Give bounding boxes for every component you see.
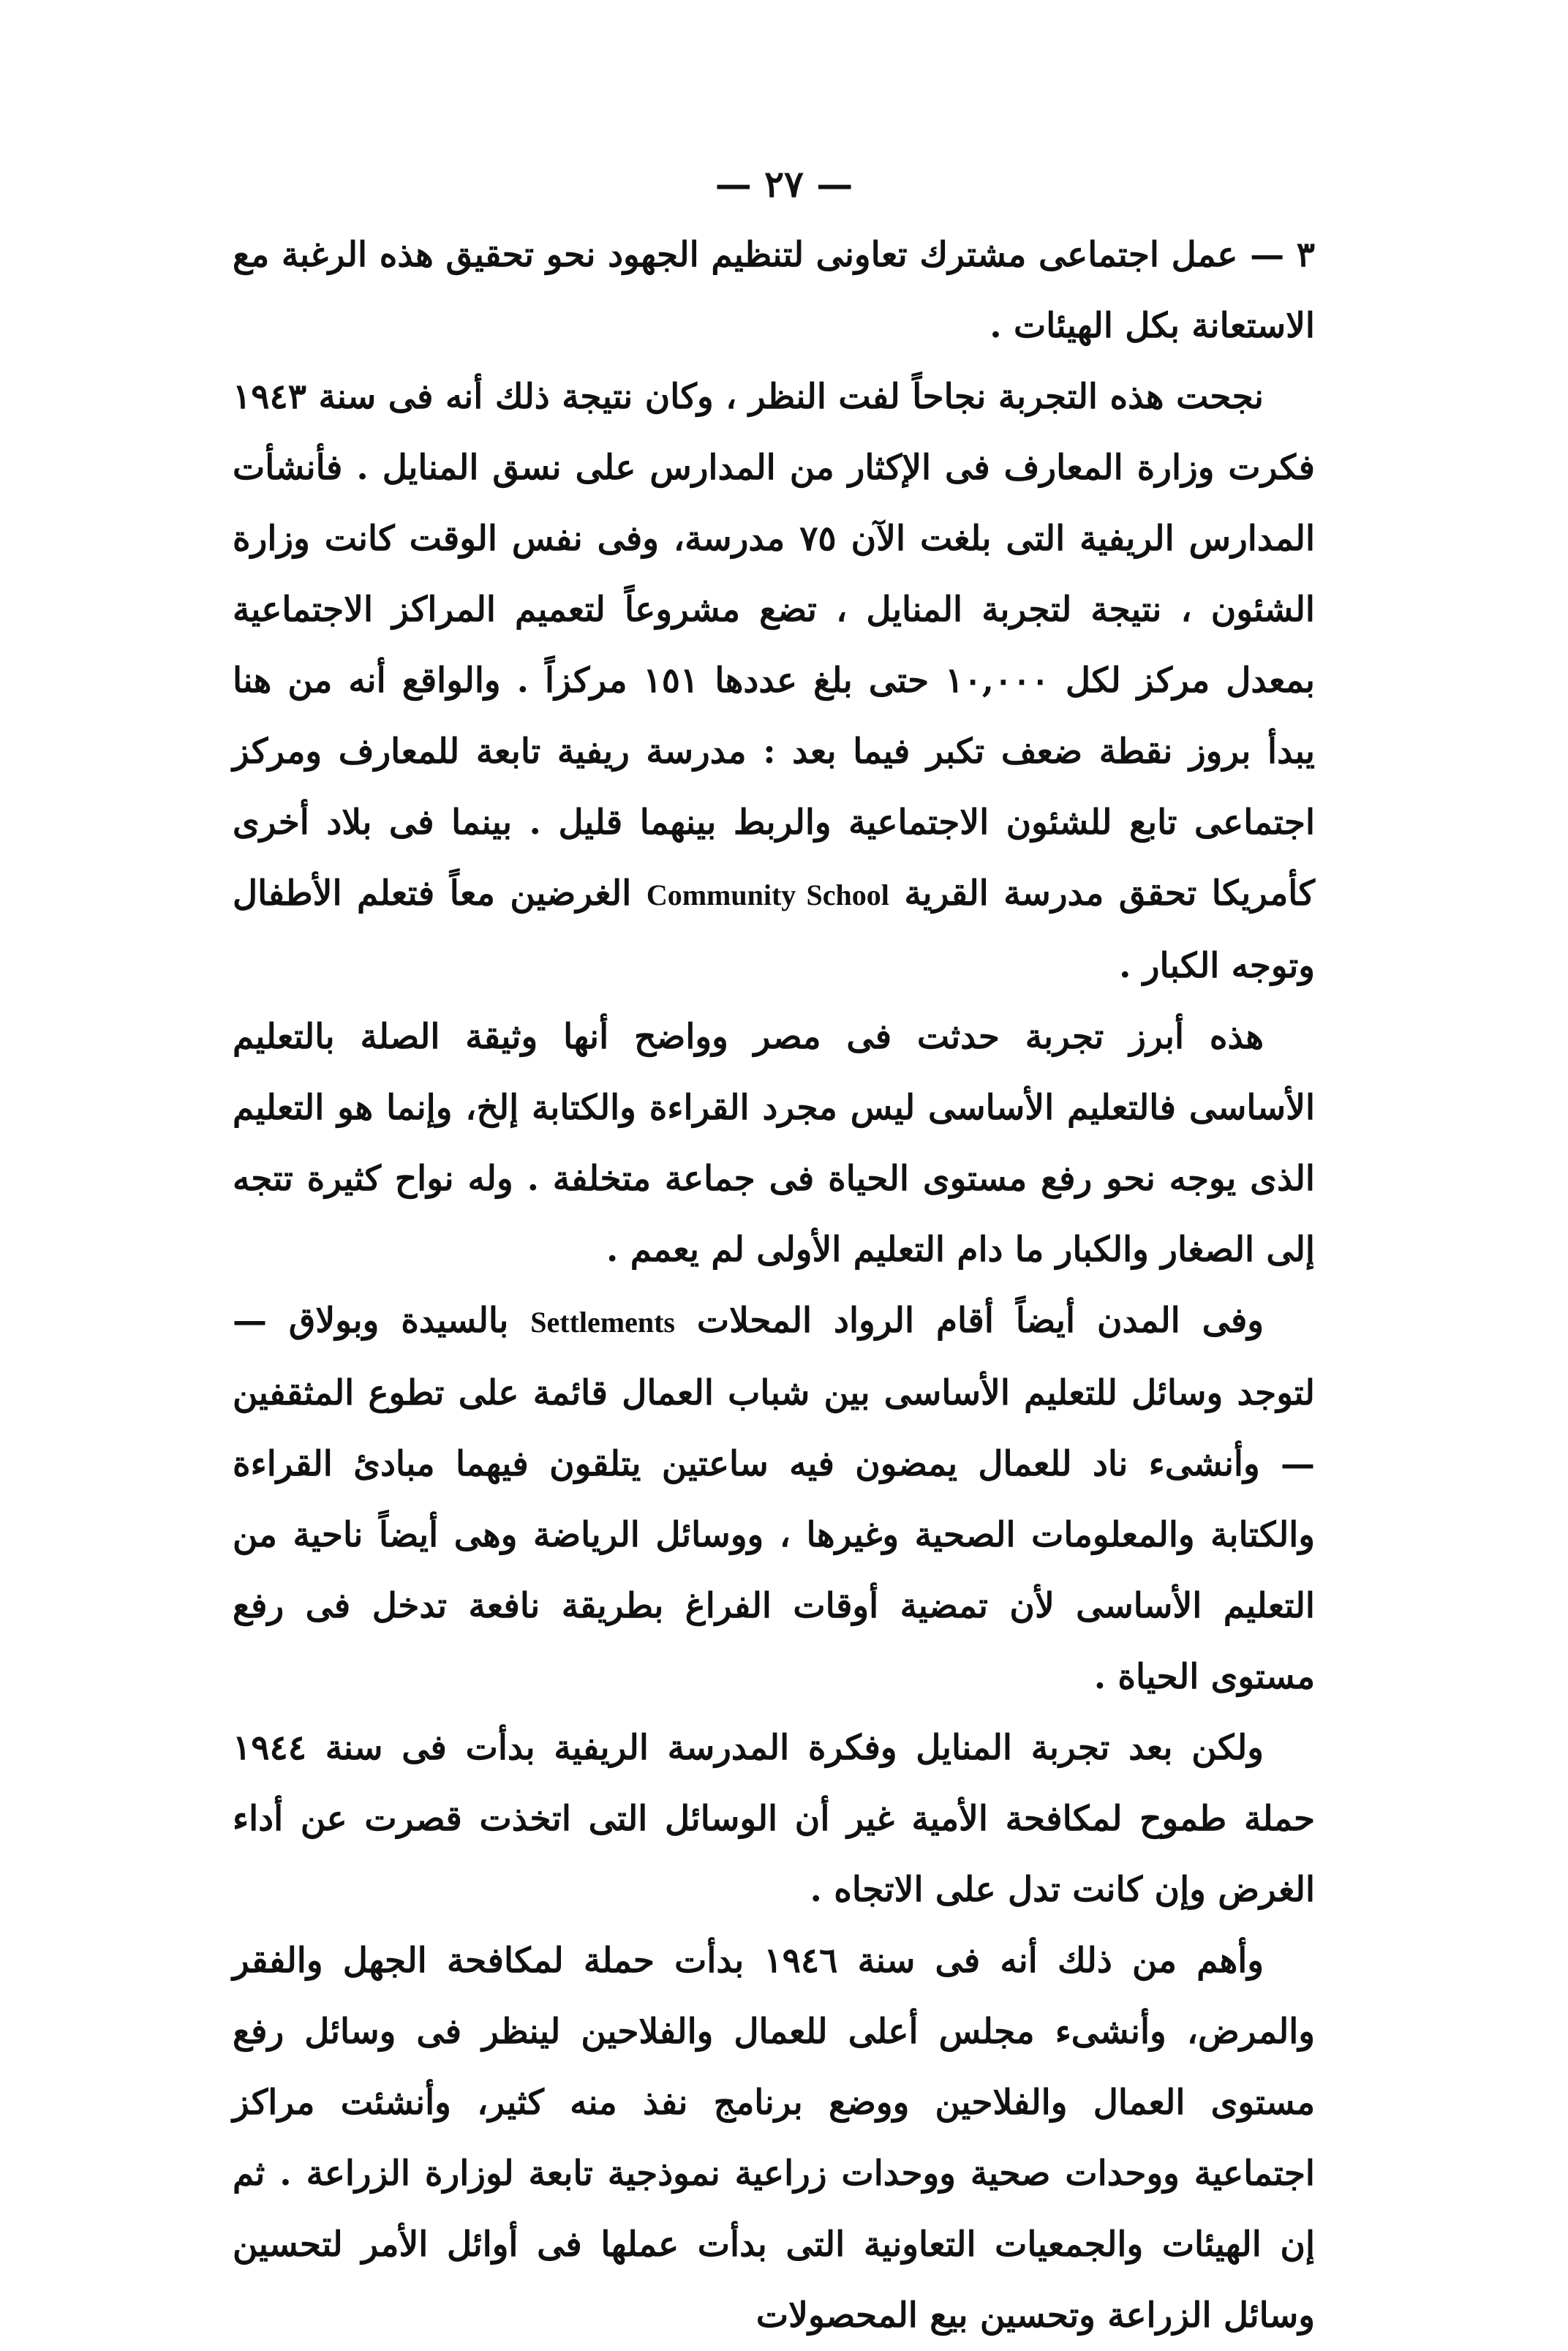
paragraph-text-continued: بالسيدة وبولاق — لتوجد وسائل للتعليم الأساسى بين شباب العمال قائمة على تطوع المثقفين — وأنشىء ناد للعمال يمضون فيه ساعتين يتلقون فيهما مبادئ القراءة والكتابة والمعلومات الصحية وغيرها ، ووسائل الرياضة وهى أيضاً ناحية من التعليم الأساسى لأن تمضية أوقات الفراغ بطريقة نافعة تدخل فى رفع مستوى الحياة . [233,1301,1315,1697]
body-text [233,219,1315,2351]
paragraph-1943-experiment [233,361,1315,1001]
paragraph-text: وفى المدن أيضاً أقام الرواد المحلات [696,1301,1264,1341]
paragraph-text: نجحت هذه التجربة نجاحاً لفت النظر ، وكان نتيجة ذلك أنه فى سنة ١٩٤٣ فكرت وزارة المعارف فى الإكثار من المدارس على نسق المنايل . فأنشأت المدارس الريفية التى بلغت الآن ٧٥ مدرسة، وفى نفس الوقت كانت وزارة الشئون ، نتيجة لتجربة المنايل ، تضع مشروعاً لتعميم المراكز الاجتماعية بمعدل مركز لكل ١٠,٠٠٠ حتى بلغ عددها ١٥١ مركزاً . والواقع أنه من هنا يبدأ بروز نقطة ضعف تكبر فيما بعد : مدرسة ريفية تابعة للمعارف ومركز اجتماعى تابع للشئون الاجتماعية والربط بينهما قليل . بينما فى بلاد أخرى كأمريكا تحقق مدرسة القرية [233,377,1315,914]
list-item-3 [233,219,1315,361]
paragraph-1946-campaign [233,1925,1315,2351]
paragraph-text: ولكن بعد تجربة المنايل وفكرة المدرسة الريفية بدأت فى سنة ١٩٤٤ حملة طموح لمكافحة الأمية غير أن الوسائل التى اتخذت قصرت عن أداء الغرض وإن كانت تدل على الاتجاه . [233,1728,1315,1910]
paragraph-text: هذه أبرز تجربة حدثت فى مصر وواضح أنها وثيقة الصلة بالتعليم الأساسى فالتعليم الأساسى ليس مجرد القراءة والكتابة إلخ، وإنما هو التعليم الذى يوجه نحو رفع مستوى الحياة فى جماعة متخلفة . وله نواح كثيرة تتجه إلى الصغار والكبار ما دام التعليم الأولى لم يعمم . [233,1017,1315,1270]
page-number: — ٢٧ — [715,162,853,206]
paragraph-literacy-campaign [233,1712,1315,1925]
latin-term-settlements: Settlements [530,1306,675,1339]
paragraph-text: وأهم من ذلك أنه فى سنة ١٩٤٦ بدأت حملة لمكافحة الجهل والفقر والمرض، وأنشىء مجلس أعلى للعمال والفلاحين لينظر فى وسائل رفع مستوى العمال والفلاحين ووضع برنامج نفذ منه كثير، وأنشئت مراكز اجتماعية ووحدات صحية ووحدات زراعية نموذجية تابعة لوزارة الزراعة . ثم إن الهيئات والجمعيات التعاونية التى بدأت عملها فى أوائل الأمر لتحسين وسائل الزراعة وتحسين بيع المحصولات [233,1941,1315,2336]
paragraph-basic-education [233,1001,1315,1285]
latin-term-community-school: Community School [646,879,889,911]
paragraph-settlements [233,1285,1315,1712]
paragraph-text: ٣ — عمل اجتماعى مشترك تعاونى لتنظيم الجهود نحو تحقيق هذه الرغبة مع الاستعانة بكل الهيئات . [233,235,1315,346]
paragraph-text-continued: الغرضين معاً فتعلم الأطفال وتوجه الكبار . [233,873,1315,986]
